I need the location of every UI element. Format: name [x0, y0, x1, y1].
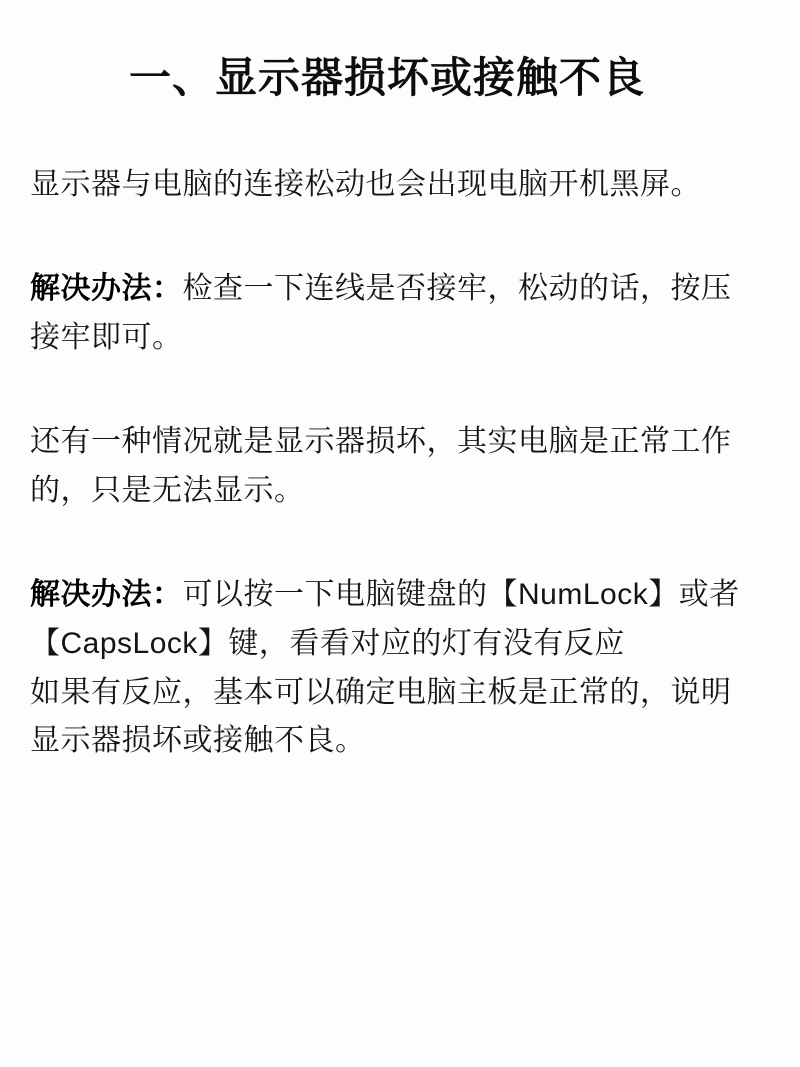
paragraph-5-text: 如果有反应，基本可以确定电脑主板是正常的，说明显示器损坏或接触不良。: [30, 675, 732, 758]
paragraph-5: [30, 669, 744, 766]
paragraph-4-text: 可以按一下电脑键盘的【NumLock】或者【CapsLock】键，看看对应的灯有没有反应: [30, 578, 740, 661]
spacer: [30, 396, 744, 418]
paragraph-2-text: 检查一下连线是否接牢，松动的话，按压接牢即可。: [30, 272, 732, 354]
page-title: 一、显示器损坏或接触不良: [128, 54, 645, 101]
paragraph-1: [30, 161, 744, 210]
paragraph-4: [30, 571, 744, 668]
paragraph-2-lead: 解决办法：: [30, 272, 183, 306]
paragraph-2: [30, 265, 744, 362]
paragraph-3: [30, 418, 744, 515]
paragraph-4-lead: 解决办法：: [30, 578, 183, 612]
paragraph-1-text: 显示器与电脑的连接松动也会出现电脑开机黑屏。: [30, 167, 701, 201]
paragraph-3-text: 还有一种情况就是显示器损坏，其实电脑是正常工作的，只是无法显示。: [30, 425, 732, 507]
spacer: [30, 243, 744, 265]
spacer: [30, 549, 744, 571]
